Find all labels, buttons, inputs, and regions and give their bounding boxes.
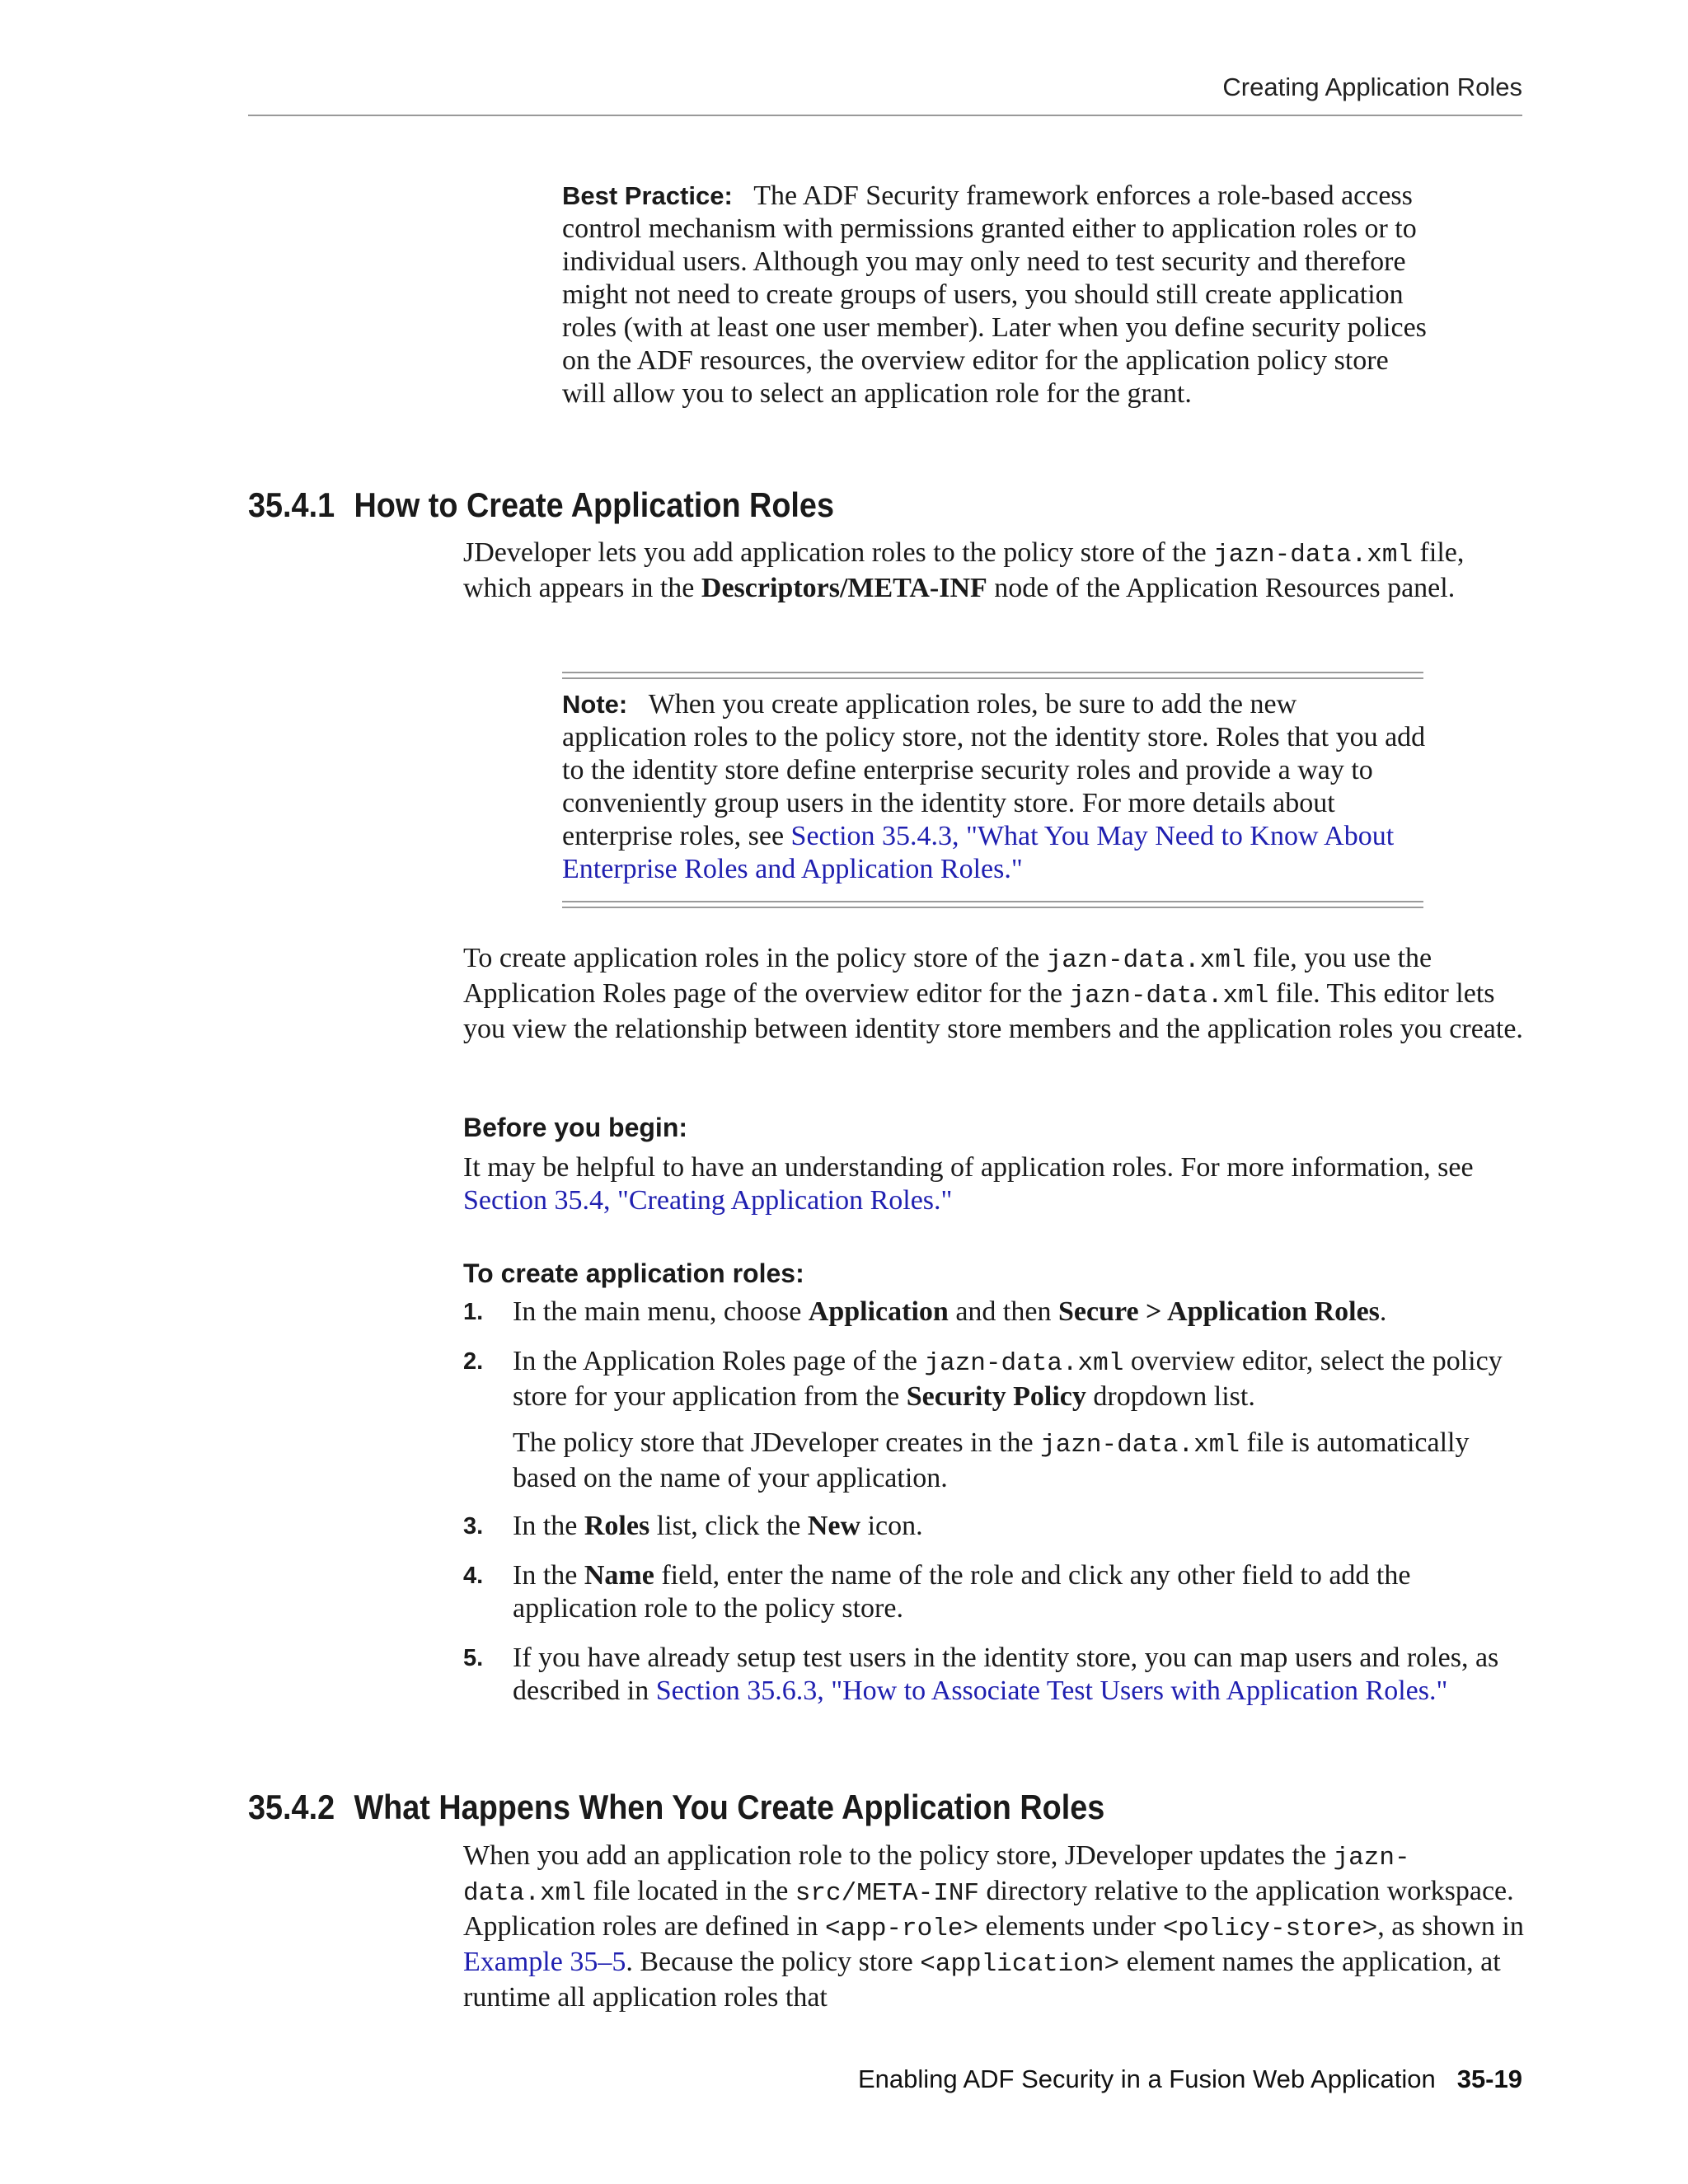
code-jazn-data: jazn-data.xml: [1213, 541, 1414, 569]
step-number: 4.: [463, 1563, 484, 1589]
page-footer: [858, 2064, 1522, 2094]
link-section-35-6-3[interactable]: Section 35.6.3, "How to Associate Test Users with Application Roles.": [655, 1675, 1448, 1706]
note: [562, 688, 1428, 886]
best-practice-text: The ADF Security framework enforces a role-based access control mechanism with permissions granted either to application roles or to individual users. Although you may only need to test security and therefore might not need to create groups of users, you should still create application roles (with at least one user member). Later when you define security polices on the ADF resources, the overview editor for the application policy store will allow you to select an application role for the grant.: [562, 180, 1427, 409]
code-jazn-data: jazn-data.xml: [1069, 982, 1269, 1010]
note-bottom-rule: [562, 901, 1423, 908]
step-1: 1. In the main menu, choose Application and then Secure > Application Roles.: [463, 1296, 1387, 1327]
procedure-heading: To create application roles:: [463, 1258, 804, 1288]
code-jazn-data: jazn-data.xml: [924, 1349, 1124, 1378]
before-you-begin-text: It may be helpful to have an understanding of application roles. For more information, see Section 35.4, "Creating Application Roles.": [463, 1152, 1474, 1216]
section-number: 35.4.1: [248, 485, 335, 524]
note-text: When you create application roles, be sure to add the new application roles to the policy store, not the identity store. Roles that you add to the identity store define enterprise security roles and provide a way to conveniently group users in the identity store. For more details about enterprise roles, see: [562, 689, 1426, 851]
note-top-rule: [562, 672, 1423, 679]
section1-intro: JDeveloper lets you add application roles to the policy store of the jazn-data.xml file, which appears in the Descriptors/META-INF node of the Application Resources panel.: [463, 537, 1465, 603]
section-number: 35.4.2: [248, 1788, 335, 1826]
page-number: 35-19: [1456, 2064, 1522, 2093]
step-number: 1.: [463, 1299, 484, 1325]
section2-body: When you add an application role to the policy store, JDeveloper updates the jazn-data.xml file located in the src/META-INF directory relative to the application workspace. Application roles are defined in <app-role> elements under <policy-store>, as shown in Example 35–5. Because the policy store <application> element names the application, at runtime all application roles that: [463, 1840, 1524, 2013]
step-2-subparagraph: The policy store that JDeveloper creates in the jazn-data.xml file is automatically based on the name of your application.: [513, 1427, 1470, 1493]
link-example-35-5[interactable]: Example 35–5: [463, 1947, 626, 1977]
running-header: Creating Application Roles: [1222, 73, 1522, 101]
header-rule: [248, 115, 1522, 116]
step-number: 5.: [463, 1645, 484, 1671]
code-jazn-data: jazn-data.xml: [1040, 1431, 1240, 1460]
best-practice-label: Best Practice:: [562, 181, 733, 210]
link-section-35-4-3[interactable]: Section 35.4.3, "What You May Need to Know About Enterprise Roles and Application Roles.": [562, 821, 1395, 884]
section-heading-35-4-1: [248, 485, 834, 526]
step-4: 4. In the Name field, enter the name of the role and click any other field to add the application role to the policy store.: [463, 1560, 1411, 1624]
section-title: What Happens When You Create Application Roles: [354, 1788, 1105, 1826]
before-you-begin-heading: Before you begin:: [463, 1113, 688, 1142]
step-3: 3. In the Roles list, click the New icon.: [463, 1511, 923, 1541]
step-number: 3.: [463, 1513, 484, 1540]
best-practice: [562, 180, 1428, 410]
step-number: 2.: [463, 1348, 484, 1375]
step-2: 2. In the Application Roles page of the jazn-data.xml overview editor, select the policy store for your application from the Security Policy dropdown list.: [463, 1346, 1503, 1412]
section-title: How to Create Application Roles: [354, 485, 834, 524]
code-jazn-data: jazn-data.xml: [1046, 946, 1246, 975]
footer-title: Enabling ADF Security in a Fusion Web Application: [857, 2064, 1436, 2093]
paragraph-editor: To create application roles in the policy store of the jazn-data.xml file, you use the Application Roles page of the overview editor for the jazn-data.xml file. This editor lets you view the relationship between identity store members and the application roles you create.: [463, 943, 1523, 1044]
step-5: 5. If you have already setup test users in the identity store, you can map users and roles, as described in Section 35.6.3, "How to Associate Test Users with Application Roles.": [463, 1643, 1499, 1706]
section-heading-35-4-2: [248, 1787, 1104, 1828]
bold-descriptors: Descriptors/META-INF: [701, 573, 987, 603]
note-label: Note:: [562, 690, 628, 719]
link-section-35-4[interactable]: Section 35.4, "Creating Application Roles.": [463, 1185, 953, 1216]
